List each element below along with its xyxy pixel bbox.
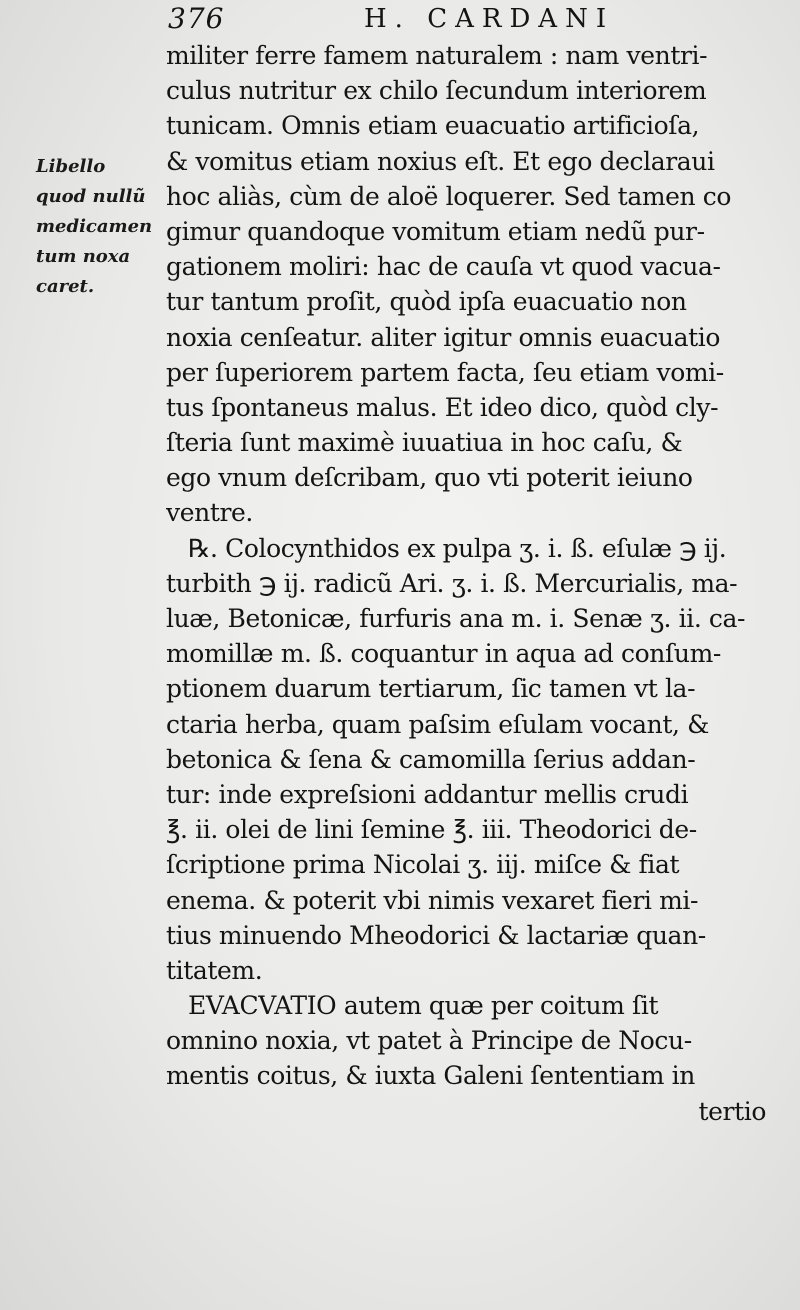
recipe-line: momillæ m. ß. coquantur in aqua ad conſum- [166,639,721,669]
page-number: 376 [168,2,225,35]
text-line: & vomitus etiam noxius eſt. Et ego declaraui [166,146,715,176]
marginal-note-line: caret. [36,276,95,297]
marginal-note-line: quod nullũ [36,186,146,207]
recipe-line: tius minuendo Mheodorici & lactariæ quan- [166,920,706,950]
running-head: H. CARDANI [364,4,615,34]
recipe-line: turbith ℈ ij. radicũ Ari. ʒ. i. ß. Mercurialis, ma- [166,568,738,598]
recipe-line: ℞. Colocynthidos ex pulpa ʒ. i. ß. eſulæ ℈ ij. [188,533,727,563]
text-line: tus ſpontaneus malus. Et ideo dico, quòd cly- [166,392,719,422]
text-line: tunicam. Omnis etiam euacuatio artificioſa, [166,111,700,141]
recipe-line: ℥. ii. olei de lini ſemine ℥. iii. Theodorici de- [166,815,697,845]
recipe-line: betonica & ſena & camomilla ſerius addan- [166,744,696,774]
text-line: omnino noxia, vt patet à Principe de Nocu- [166,1026,692,1056]
recipe-line: enema. & poterit vbi nimis vexaret fieri mi- [166,885,699,915]
text-line: culus nutritur ex chilo ſecundum interiorem [166,76,707,106]
body-text [166,38,766,1129]
recipe-line: luæ, Betonicæ, furfuris ana m. i. Senæ ʒ. ii. ca- [166,604,746,633]
catchword: tertio [698,1096,766,1126]
text-line: tur tantum proſit, quòd ipſa euacuatio non [166,287,687,317]
text-line: ventre. [166,498,253,528]
text-line: per ſuperiorem partem facta, ſeu etiam vomi- [166,357,724,387]
text-line: gationem moliri: hac de cauſa vt quod vacua- [166,252,721,282]
recipe-line: titatem. [166,955,263,985]
recipe-line: ſcriptione prima Nicolai ʒ. iij. miſce & fiat [166,850,680,880]
marginal-note-line: medicamen [36,216,153,237]
text-line: hoc aliàs, cùm de aloë loquerer. Sed tamen co [166,181,732,211]
marginal-note [36,152,156,302]
recipe-line: ptionem duarum tertiarum, ſic tamen vt la- [166,674,696,704]
text-line: noxia cenſeatur. aliter igitur omnis euacuatio [166,322,721,352]
recipe-line: ctaria herba, quam paſsim eſulam vocant, & [166,709,709,739]
paragraph-start-line: EVACVATIO autem quæ per coitum ſit [188,991,659,1021]
text-line: ego vnum deſcribam, quo vti poterit ieiuno [166,463,693,493]
text-line: militer ferre famem naturalem : nam ventri- [166,41,708,70]
text-line: mentis coitus, & iuxta Galeni ſententiam in [166,1061,695,1091]
marginal-note-line: Libello [36,156,106,177]
marginal-note-line: tum noxa [36,246,131,267]
page-header [168,2,768,36]
recipe-line: tur: inde expreſsioni addantur mellis crudi [166,779,689,809]
text-line: gimur quandoque vomitum etiam nedũ pur- [166,216,705,246]
text-line: ſteria ſunt maximè iuuatiua in hoc caſu, & [166,428,683,458]
